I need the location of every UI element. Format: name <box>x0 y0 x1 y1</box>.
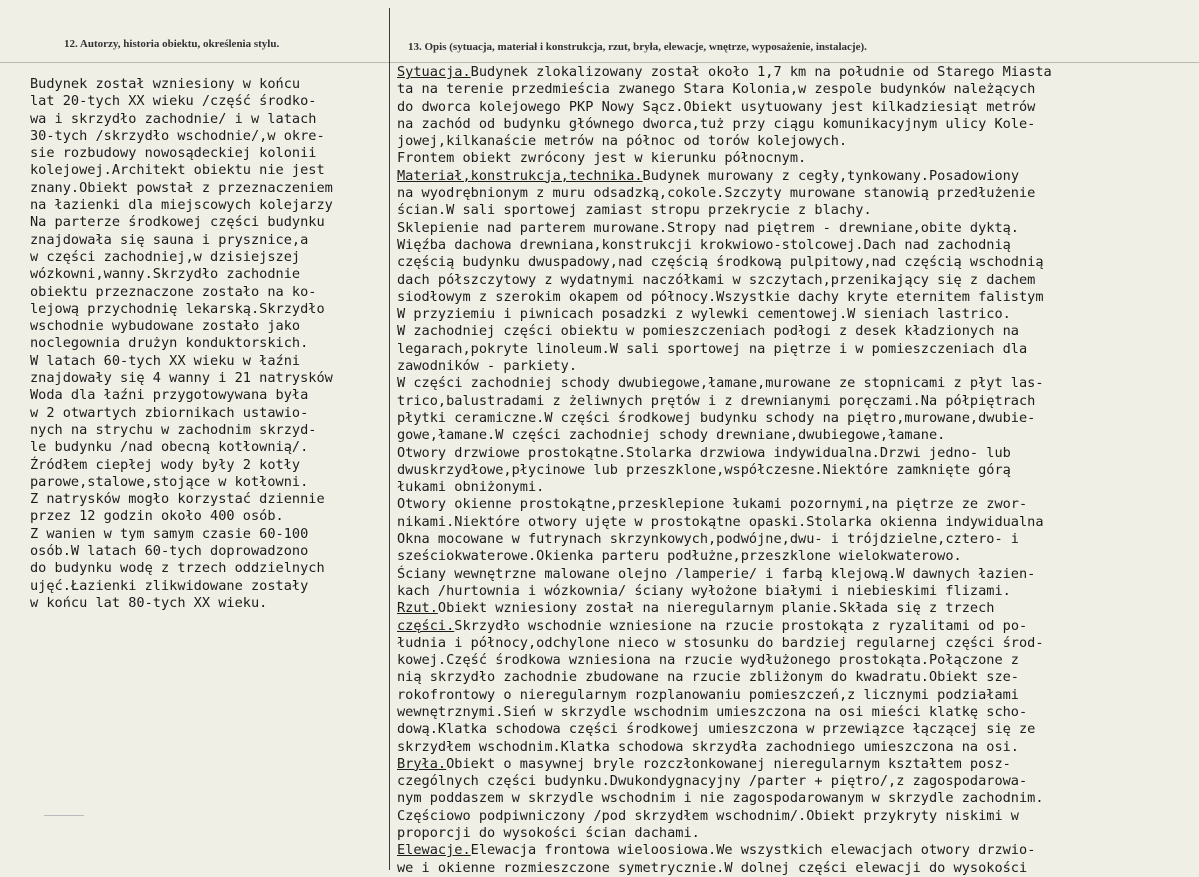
text-line <box>397 618 1052 635</box>
text-line <box>397 410 1052 427</box>
text-line <box>397 842 1052 859</box>
line-text: nią skrzydło zachodnie zbudowane na rzucie zbliżonym do kwadratu.Obiekt sze- <box>397 669 1019 686</box>
text-line: na łazienki dla miejscowych kolejarzy <box>30 197 333 214</box>
line-text: dach półszczytowy z wydatnymi naczółkami w szczytach,przenikający się z dachem <box>397 271 1036 288</box>
text-line <box>397 375 1052 392</box>
section-12-text <box>30 76 333 612</box>
line-text: na zachód od budynku głównego dworca,tuż przy ciągu komunikacyjnym ulicy Kole- <box>397 115 1036 132</box>
line-text: wewnętrznymi.Sień w skrzydle wschodnim umieszczona na osi mieści klatkę scho- <box>397 703 1028 720</box>
line-text: łudnia i północy,odchylone nieco w stosunku do bardziej regularnej części środ- <box>397 634 1044 651</box>
text-line <box>397 479 1052 496</box>
text-line <box>397 323 1052 340</box>
text-line <box>397 237 1052 254</box>
text-line <box>397 341 1052 358</box>
subsection-label: Bryła. <box>397 755 447 772</box>
text-line <box>397 790 1052 807</box>
line-text: skrzydłem wschodnim.Klatka schodowa skrzydła zachodniego umieszczona na osi. <box>397 738 1019 755</box>
line-text: Więźba dachowa drewniana,konstrukcji krokwiowo-stolcowej.Dach nad zachodnią <box>397 236 1011 253</box>
line-text: we i okienne rozmieszczone symetrycznie.W dolnej części elewacji do wysokości <box>397 859 1028 876</box>
text-line: w końcu lat 80-tych XX wieku. <box>30 594 268 611</box>
text-line <box>397 254 1052 271</box>
line-text: nym poddaszem w skrzydle wschodnim i nie zagospodarowanym w skrzydle zachodnim. <box>397 790 1044 807</box>
line-text: płytki ceramiczne.W części środkowej budynku schody na piętro,murowane,dwubie- <box>397 409 1036 426</box>
line-text: Budynek zlokalizowany został około 1,7 km na południe od Starego Miasta <box>470 64 1052 80</box>
line-text: Otwory drzwiowe prostokątne.Stolarka drzwiowa indywidualna.Drzwi jedno- lub <box>397 444 1011 461</box>
line-text: dwuskrzydłowe,płycinowe lub przeszklone,współczesne.Niektóre zamknięte górą <box>397 461 1011 478</box>
line-text: Otwory okienne prostokątne,przesklepione łukami pozornymi,na piętrze ze zwor- <box>397 496 1028 513</box>
text-line: parowe,stalowe,stojące w kotłowni. <box>30 473 309 490</box>
text-line <box>397 358 1052 375</box>
subsection-label: Elewacje. <box>397 842 471 859</box>
line-text: kach /hurtownia i wózkownia/ ściany wyłożone białymi i niebieskimi flizami. <box>397 582 1011 599</box>
line-text: dową.Klatka schodowa części środkowej umieszczona w przewiązce łączącej się ze <box>397 721 1036 738</box>
text-line: osób.W latach 60-tych doprowadzono <box>30 543 309 560</box>
text-line: Budynek został wzniesiony w końcu <box>30 76 301 92</box>
line-text: rokofrontowy o nieregularnym rozplanowaniu pomieszczeń,z licznymi podziałami <box>397 686 1019 703</box>
line-text: Budynek murowany z cegły,tynkowany.Posadowiony <box>642 167 1020 184</box>
header-divider <box>0 62 1199 63</box>
text-line: Z wanien w tym samym czasie 60-100 <box>30 525 309 542</box>
line-text: Ściany wewnętrzne malowane olejno /lamperie/ i farbą klejową.W dawnych łazien- <box>397 565 1036 582</box>
line-text: Obiekt o masywnej bryle rozczłonkowanej nieregularnym kształtem posz- <box>446 755 1011 772</box>
text-line: sie rozbudowy nowosądeckiej kolonii <box>30 145 317 162</box>
line-text: częścią budynku dwuspadowy,nad częścią środkową pulpitowy,nad częścią wschodnią <box>397 254 1044 271</box>
line-text: ścian.W sali sportowej zamiast stropu przekrycie z blachy. <box>397 202 872 219</box>
line-text: sześciokwaterowe.Okienka parteru podłużne,przeszklone wielokwaterowo. <box>397 548 962 565</box>
text-line <box>397 860 1052 877</box>
subsection-label: Materiał,konstrukcja,technika. <box>397 167 643 184</box>
line-text: jowej,kilkanaście metrów na północ od torów kolejowych. <box>397 133 848 150</box>
line-text: Frontem obiekt zwrócony jest w kierunku północnym. <box>397 150 807 167</box>
line-text: Elewacja frontowa wieloosiowa.We wszystkich elewacjach otwory drzwio- <box>470 842 1036 859</box>
margin-mark <box>44 815 84 816</box>
text-line <box>397 306 1052 323</box>
text-line: kolejowej.Architekt obiektu nie jest <box>30 162 325 179</box>
line-text: W części zachodniej schody dwubiegowe,łamane,murowane ze stopnicami z płyt las- <box>397 375 1044 392</box>
text-line <box>397 99 1052 116</box>
text-line: nych na strychu w zachodnim skrzyd- <box>30 421 317 438</box>
line-text: siodłowym z szerokim okapem od północy.Wszystkie dachy kryte eternitem falistym <box>397 288 1044 305</box>
text-line <box>397 583 1052 600</box>
text-line <box>397 133 1052 150</box>
text-line: obiektu przeznaczone zostało na ko- <box>30 283 317 300</box>
line-text: W przyziemiu i piwnicach posadzki z wylewki cementowej.W sieniach lastrico. <box>397 306 1011 323</box>
text-line <box>397 566 1052 583</box>
text-line <box>397 548 1052 565</box>
line-text: Skrzydło wschodnie wzniesione na rzucie prostokąta z ryzalitami od po- <box>454 617 1028 634</box>
text-line: wa i skrzydło zachodnie/ i w latach <box>30 110 317 127</box>
text-line: wschodnie wybudowane zostało jako <box>30 318 301 335</box>
line-text: kowej.Część środkowa wzniesiona na rzucie wydłużonego prostokąta.Połączone z <box>397 652 1019 669</box>
line-text: gowe,łamane.W części zachodniej schody drewniane,dwubiegowe,łamane. <box>397 427 946 444</box>
text-line: znajdowała się sauna i prysznice,a <box>30 231 309 248</box>
line-text: W zachodniej części obiektu w pomieszczeniach podłogi z desek kładzionych na <box>397 323 1019 340</box>
line-text: do dworca kolejowego PKP Nowy Sącz.Obiekt usytuowany jest kilkadziesiąt metrów <box>397 98 1036 115</box>
line-text: czególnych części budynku.Dwukondygnacyjny /parter + piętro/,z zagospodarowa- <box>397 773 1028 790</box>
text-line: do budynku wodę z trzech oddzielnych <box>30 560 325 577</box>
text-line <box>397 64 1052 81</box>
column-divider <box>389 8 390 870</box>
subsection-label: części. <box>397 617 455 634</box>
text-line <box>397 220 1052 237</box>
text-line <box>397 289 1052 306</box>
line-text: Sklepienie nad parterem murowane.Stropy nad piętrem - drewniane,obite dyktą. <box>397 219 1019 236</box>
text-line: lejową przychodnię lekarską.Skrzydło <box>30 300 325 317</box>
text-line <box>397 168 1052 185</box>
section-12-heading: 12. Autorzy, historia obiektu, określenia stylu. <box>64 38 280 50</box>
text-line <box>397 445 1052 462</box>
text-line <box>397 652 1052 669</box>
text-line <box>397 272 1052 289</box>
subsection-label: Sytuacja. <box>397 64 471 80</box>
text-line: przez 12 godzin około 400 osób. <box>30 508 284 525</box>
text-line <box>397 739 1052 756</box>
line-text: łukami obniżonymi. <box>397 479 545 496</box>
text-line: ujęć.Łazienki zlikwidowane zostały <box>30 577 309 594</box>
text-line <box>397 393 1052 410</box>
text-line <box>397 462 1052 479</box>
line-text: trico,balustradami z żeliwnych prętów i z drewnianymi poręczami.Na półpiętrach <box>397 392 1036 409</box>
line-text: ta na terenie przedmieścia zwanego Stara Kolonia,w zespole budynków należących <box>397 81 1036 98</box>
line-text: proporcji do wysokości ścian dachami. <box>397 825 700 842</box>
text-line: w części zachodniej,w dzisiejszej <box>30 248 301 265</box>
text-line <box>397 635 1052 652</box>
text-line <box>397 514 1052 531</box>
line-text: nikami.Niektóre otwory ujęte w prostokątne opaski.Stolarka okienna indywidualna <box>397 513 1044 530</box>
text-line: Woda dla łaźni przygotowywana była <box>30 387 309 404</box>
text-line: wózkowni,wanny.Skrzydło zachodnie <box>30 266 301 283</box>
line-text: Obiekt wzniesiony został na nieregularnym planie.Składa się z trzech <box>437 600 995 617</box>
line-text: Okna mocowane w futrynach skrzynkowych,podwójne,dwu- i trójdzielne,cztero- i <box>397 531 1019 548</box>
text-line <box>397 531 1052 548</box>
line-text: na wyodrębnionym z muru odsadzką,cokole.Szczyty murowane stanowią przedłużenie <box>397 185 1036 202</box>
text-line <box>397 81 1052 98</box>
section-13-heading: 13. Opis (sytuacja, materiał i konstrukcja, rzut, bryła, elewacje, wnętrze, wyposażenie, instalacje). <box>408 41 867 53</box>
text-line: znany.Obiekt powstał z przeznaczeniem <box>30 179 333 196</box>
text-line <box>397 808 1052 825</box>
line-text: zawodników - parkiety. <box>397 358 578 375</box>
text-line: w 2 otwartych zbiornikach ustawio- <box>30 404 309 421</box>
text-line <box>397 687 1052 704</box>
text-line: noclegownia drużyn konduktorskich. <box>30 335 309 352</box>
text-line: Z natrysków mogło korzystać dziennie <box>30 491 325 508</box>
text-line <box>397 756 1052 773</box>
text-line <box>397 116 1052 133</box>
text-line: Na parterze środkowej części budynku <box>30 214 325 231</box>
line-text: legarach,pokryte linoleum.W sali sportowej na piętrze i w pomieszczeniach dla <box>397 340 1028 357</box>
text-line <box>397 496 1052 513</box>
text-line: 30-tych /skrzydło wschodnie/,w okre- <box>30 127 325 144</box>
subsection-label: Rzut. <box>397 600 438 617</box>
text-line <box>397 704 1052 721</box>
section-13-text <box>397 64 1052 877</box>
text-line <box>397 825 1052 842</box>
text-line: le budynku /nad obecną kotłownią/. <box>30 439 309 456</box>
text-line <box>397 427 1052 444</box>
text-line <box>397 202 1052 219</box>
text-line: lat 20-tych XX wieku /część środko- <box>30 93 317 110</box>
text-line <box>397 669 1052 686</box>
text-line <box>397 773 1052 790</box>
line-text: Częściowo podpiwniczony /pod skrzydłem wschodnim/.Obiekt przykryty niskimi w <box>397 807 1019 824</box>
text-line: znajdowały się 4 wanny i 21 natrysków <box>30 370 333 387</box>
text-line <box>397 185 1052 202</box>
text-line <box>397 150 1052 167</box>
text-line <box>397 600 1052 617</box>
text-line <box>397 721 1052 738</box>
text-line: Źródłem ciepłej wody były 2 kotły <box>30 456 301 473</box>
text-line: W latach 60-tych XX wieku w łaźni <box>30 352 301 369</box>
